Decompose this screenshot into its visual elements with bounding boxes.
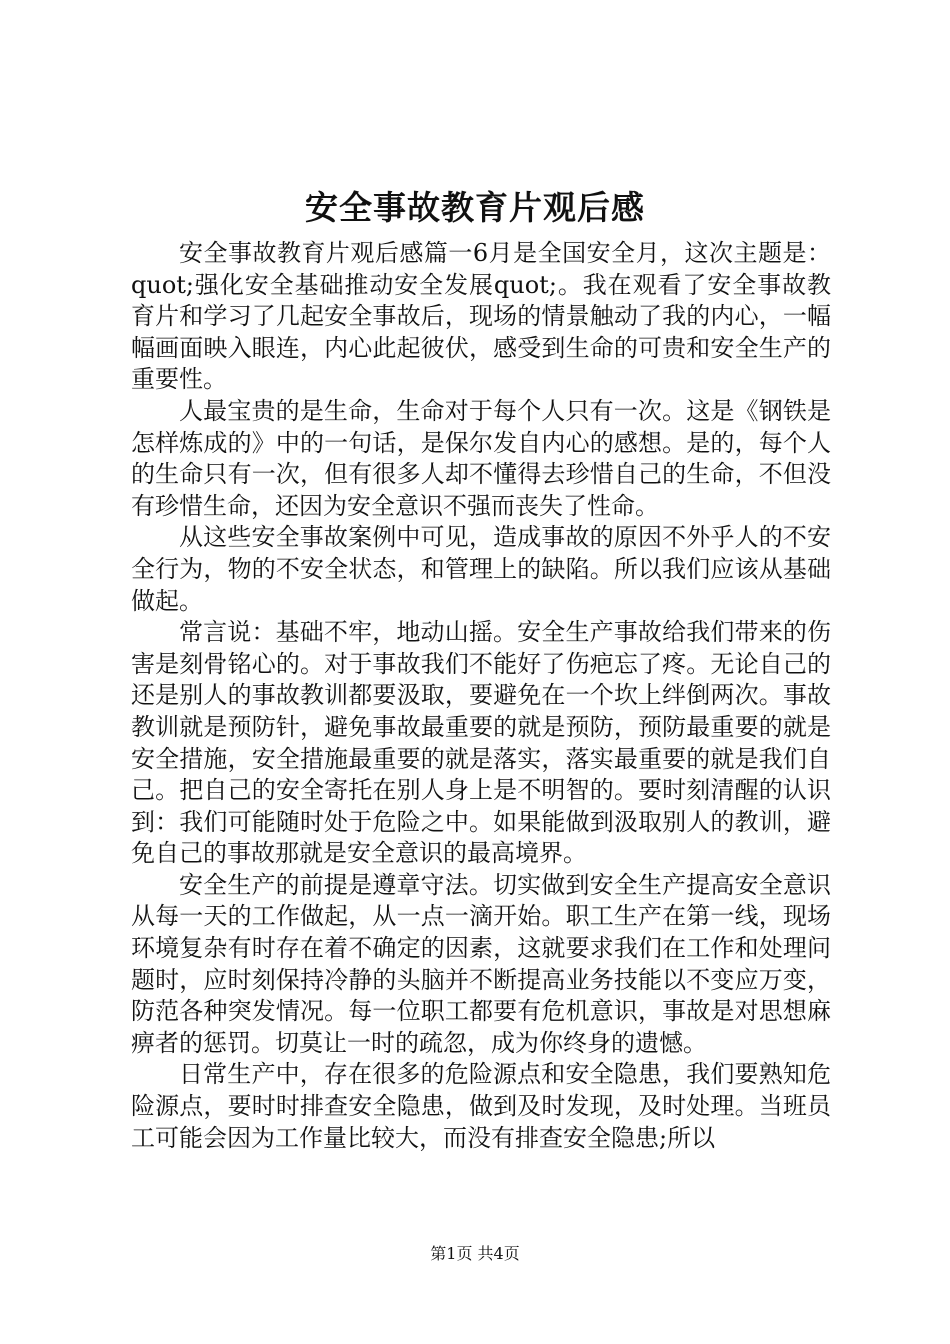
document-body	[131, 238, 831, 1154]
paragraph: 从这些安全事故案例中可见，造成事故的原因不外乎人的不安全行为，物的不安全状态，和管理上的缺陷。所以我们应该从基础做起。	[131, 523, 831, 615]
paragraph: 安全事故教育片观后感篇一6月是全国安全月，这次主题是：quot;强化安全基础推动安全发展quot;。我在观看了安全事故教育片和学习了几起安全事故后，现场的情景触动了我的内心，一幅幅画面映入眼连，内心此起彼伏，感受到生命的可贵和安全生产的重要性。	[131, 239, 831, 394]
paragraph: 常言说：基础不牢，地动山摇。安全生产事故给我们带来的伤害是刻骨铭心的。对于事故我们不能好了伤疤忘了疼。无论自己的还是别人的事故教训都要汲取，要避免在一个坎上绊倒两次。事故教训就是预防针，避免事故最重要的就是预防，预防最重要的就是安全措施，安全措施最重要的就是落实，落实最重要的就是我们自己。把自己的安全寄托在别人身上是不明智的。要时刻清醒的认识到：我们可能随时处于危险之中。如果能做到汲取别人的教训，避免自己的事故那就是安全意识的最高境界。	[131, 618, 831, 868]
document-title: 安全事故教育片观后感	[305, 188, 645, 227]
paragraph: 人最宝贵的是生命，生命对于每个人只有一次。这是《钢铁是怎样炼成的》中的一句话，是保尔发自内心的感想。是的，每个人的生命只有一次，但有很多人却不懂得去珍惜自己的生命，不但没有珍惜生命，还因为安全意识不强而丧失了性命。	[131, 396, 831, 520]
page-footer: 第1页 共4页	[430, 1244, 520, 1263]
paragraph: 安全生产的前提是遵章守法。切实做到安全生产提高安全意识从每一天的工作做起，从一点一滴开始。职工生产在第一线，现场环境复杂有时存在着不确定的因素，这就要求我们在工作和处理问题时，应时刻保持冷静的头脑并不断提高业务技能以不变应万变，防范各种突发情况。每一位职工都要有危机意识，事故是对思想麻痹者的惩罚。切莫让一时的疏忽，成为你终身的遗憾。	[131, 870, 831, 1057]
paragraph: 日常生产中，存在很多的危险源点和安全隐患，我们要熟知危险源点，要时时排查安全隐患，做到及时发现，及时处理。当班员工可能会因为工作量比较大，而没有排查安全隐患;所以	[131, 1060, 831, 1152]
